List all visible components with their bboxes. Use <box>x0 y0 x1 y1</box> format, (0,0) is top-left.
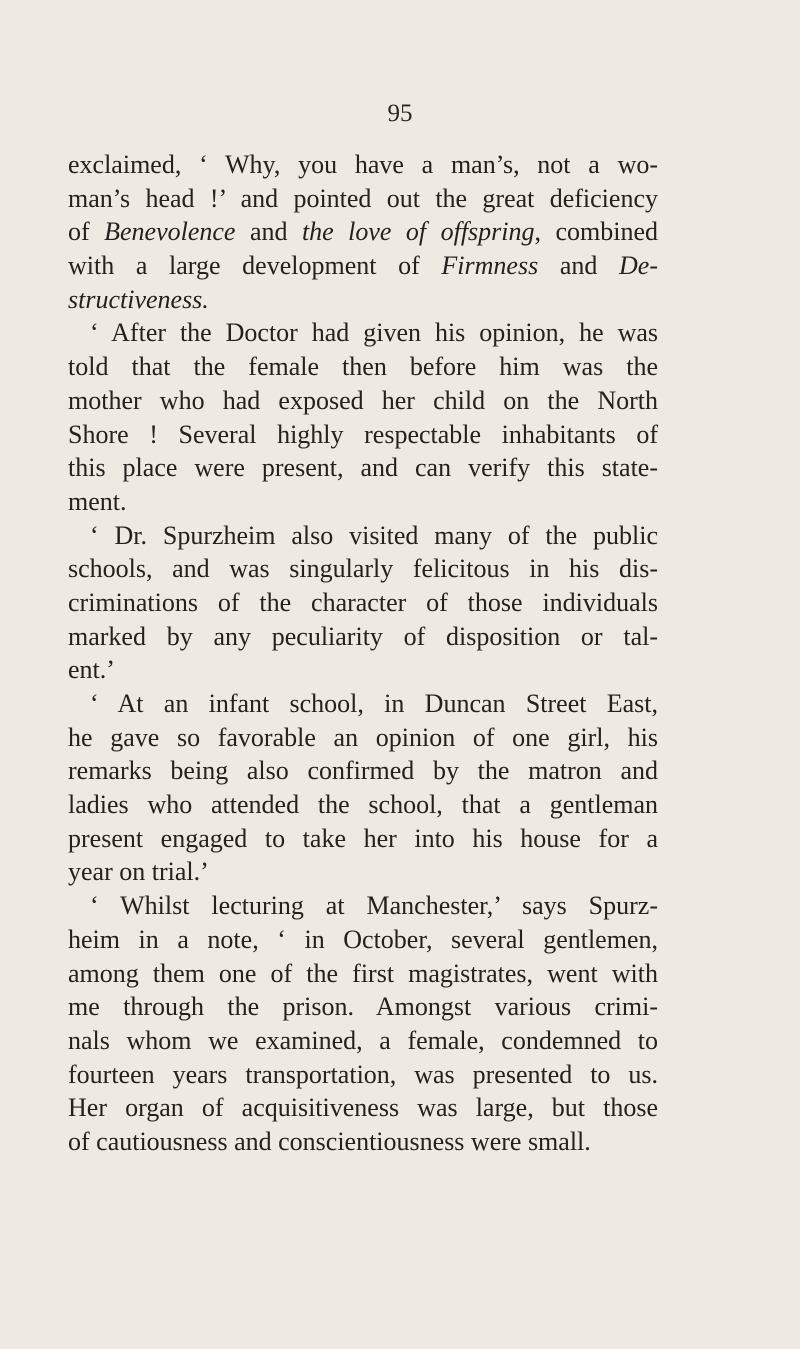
text-line: mother who had exposed her child on the North <box>68 385 658 415</box>
text-line: fourteen years transportation, was presented to us. <box>68 1059 658 1089</box>
text-run: of <box>68 217 105 247</box>
text-line: schools, and was singularly felicitous in his dis- <box>68 554 658 584</box>
italic-term: Firmness <box>441 251 539 281</box>
text-line: of cautiousness and conscientiousness were small. <box>68 1126 591 1156</box>
italic-term: Benevolence <box>104 217 236 247</box>
text-run: and <box>235 217 302 247</box>
text-run: , combined <box>534 217 658 247</box>
text-line: ment. <box>68 486 127 516</box>
text-line: remarks being also confirmed by the matron and <box>68 756 658 786</box>
italic-term: De- <box>619 251 658 281</box>
text-line: marked by any peculiarity of disposition or tal- <box>68 621 658 651</box>
text-line: man’s head !’ and pointed out the great deficiency <box>68 183 658 213</box>
text-line: told that the female then before him was the <box>68 352 658 382</box>
text-run: with a large development of <box>68 251 442 281</box>
text-line: he gave so favorable an opinion of one girl, his <box>68 722 658 752</box>
italic-term: structiveness. <box>68 284 209 314</box>
text-line: ‘ After the Doctor had given his opinion, he was <box>90 318 658 348</box>
text-line <box>68 215 658 249</box>
text-line: ladies who attended the school, that a gentleman <box>68 790 658 820</box>
text-line: Shore ! Several highly respectable inhabitants of <box>68 419 658 449</box>
text-line: exclaimed, ‘ Why, you have a man’s, not a wo- <box>68 150 658 179</box>
text-line: nals whom we examined, a female, condemned to <box>68 1025 658 1055</box>
text-line <box>68 283 658 317</box>
text-line: present engaged to take her into his house for a <box>68 823 658 853</box>
text-line: this place were present, and can verify this state- <box>68 453 658 483</box>
text-line: Her organ of acquisitiveness was large, but those <box>68 1093 658 1123</box>
text-line: ‘ Whilst lecturing at Manchester,’ says Spurz- <box>90 891 658 921</box>
text-line: ‘ At an infant school, in Duncan Street East, <box>90 689 658 718</box>
text-line: ‘ Dr. Spurzheim also visited many of the public <box>90 520 658 550</box>
text-line: heim in a note, ‘ in October, several gentlemen, <box>68 924 658 954</box>
page-number: 95 <box>387 100 413 127</box>
italic-term: the love of offspring <box>301 217 535 247</box>
text-line: among them one of the first magistrates, went with <box>68 958 658 988</box>
text-run: and <box>538 251 620 281</box>
text-line: year on trial.’ <box>68 857 209 887</box>
text-line <box>68 249 658 283</box>
text-line: ent.’ <box>68 655 115 685</box>
text-line: criminations of the character of those individuals <box>68 587 658 617</box>
body-text <box>68 148 658 1159</box>
text-line: me through the prison. Amongst various crimi- <box>68 992 658 1022</box>
